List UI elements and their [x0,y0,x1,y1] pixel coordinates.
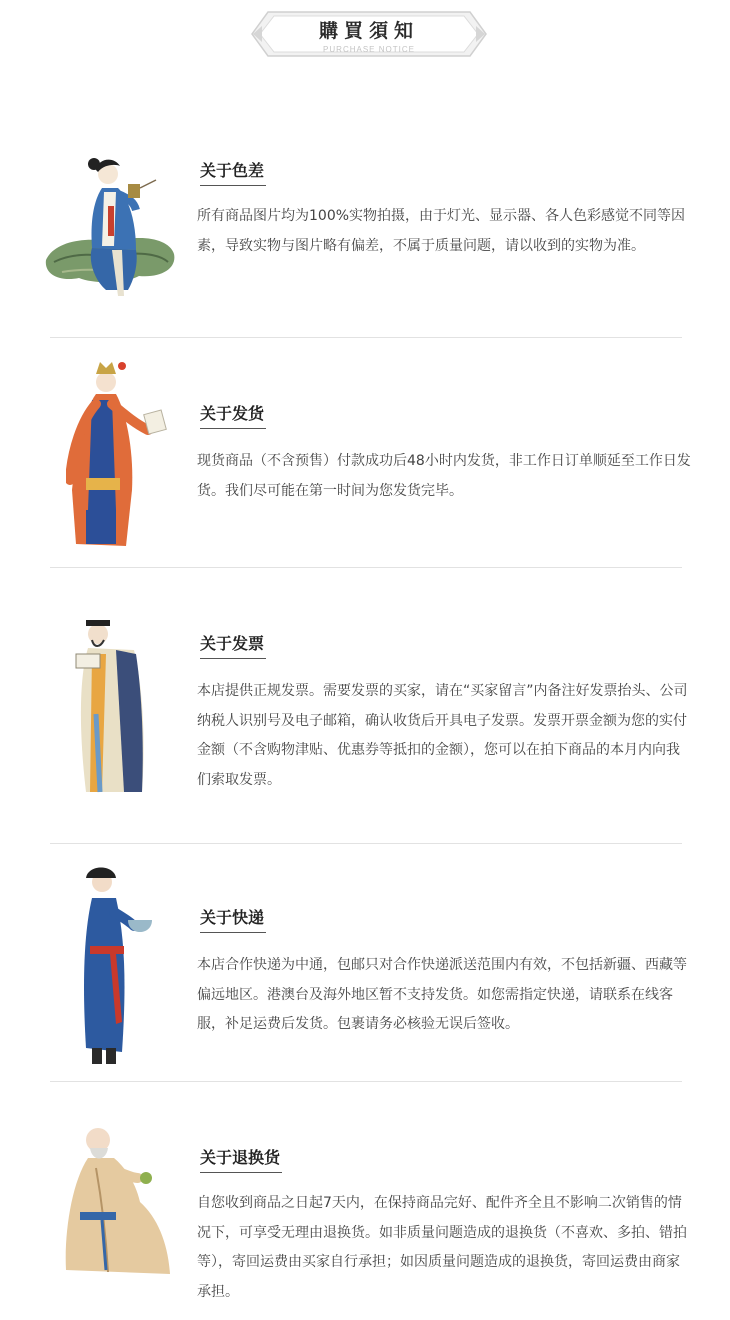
section-heading: 关于发票 [200,634,266,659]
section-divider [50,567,682,568]
reading-official-figure [72,614,156,799]
scholar-with-letter-figure [66,360,170,550]
section-body: 本店合作快递为中通，包邮只对合作快递派送范围内有效，不包括新疆、西藏等偏远地区。港澳台及海外地区暂不支持发货。如您需指定快递，请联系在线客服，补足运费后发货。包裹请务必核验无误后签收。 [197,957,687,1033]
section-heading: 关于快递 [200,908,266,933]
banner-title: 購買須知 [318,20,419,42]
section-body: 自您收到商品之日起7天内，在保持商品完好、配件齐全且不影响二次销售的情况下，可享受无理由退换货。如非质量问题造成的退换货（不喜欢、多拍、错拍等），寄回运费由买家自行承担；如因质量问题造成的退换货，寄回运费由商家承担。 [197,1195,687,1300]
section-heading: 关于色差 [200,161,266,186]
purchase-notice-banner [250,8,488,60]
seated-lady-figure [44,150,179,305]
section-body: 所有商品图片均为100%实物拍摄，由于灯光、显示器、各人色彩感觉不同等因素，导致实物与图片略有偏差，不属于质量问题，请以收到的实物为准。 [197,208,686,254]
servant-with-teacup-figure [76,862,156,1072]
section-heading: 关于发货 [200,404,266,429]
seated-elder-figure [62,1122,174,1282]
section-divider [50,1081,682,1082]
section-body: 本店提供正规发票。需要发票的买家，请在“买家留言”内备注好发票抬头、公司纳税人识别号及电子邮箱，确认收货后开具电子发票。发票开票金额为您的实付金额（不含购物津贴、优惠券等抵扣的金额），您可以在拍下商品的本月内向我们索取发票。 [197,683,688,788]
section-divider [50,337,682,338]
section-heading: 关于退换货 [200,1148,282,1173]
section-body: 现货商品（不含预售）付款成功后48小时内发货，非工作日订单顺延至工作日发货。我们尽可能在第一时间为您发货完毕。 [197,453,691,499]
section-divider [50,843,682,844]
banner-subtitle: PURCHASE NOTICE [323,45,415,54]
